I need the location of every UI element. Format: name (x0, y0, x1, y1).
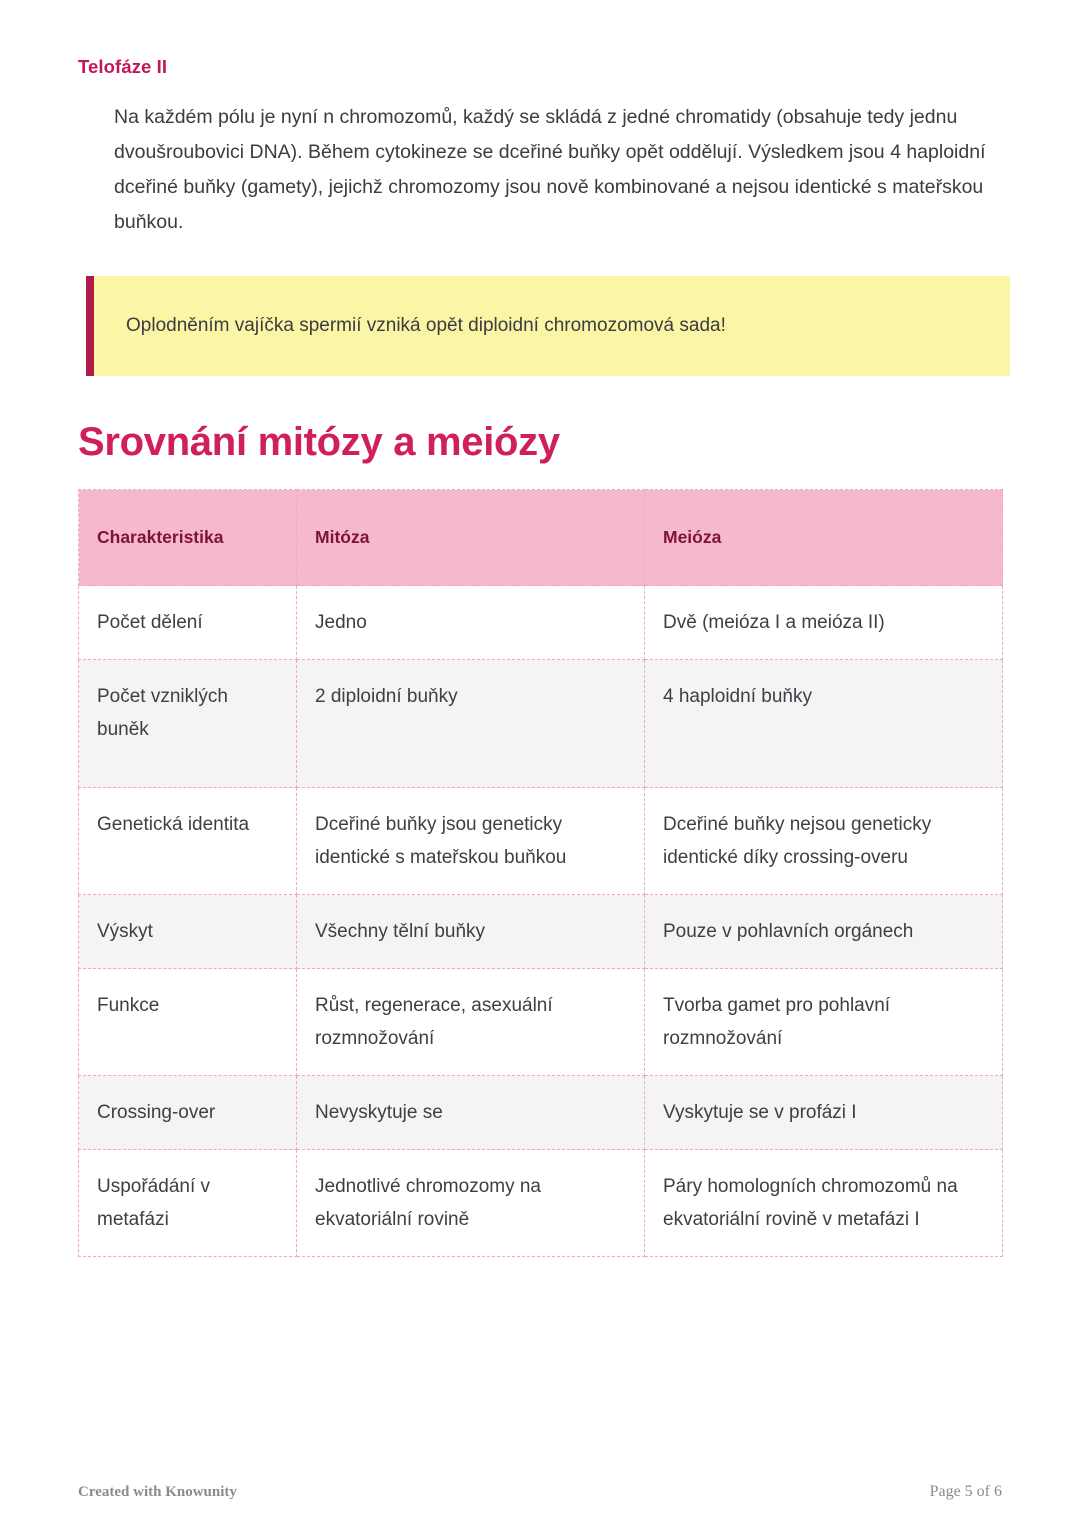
cell-meiosis: Pouze v pohlavních orgánech (645, 895, 1003, 969)
cell-mitosis: Všechny tělní buňky (297, 895, 645, 969)
cell-characteristic: Počet dělení (79, 586, 297, 660)
table-header-row (79, 490, 1003, 586)
cell-mitosis: 2 diploidní buňky (297, 660, 645, 788)
callout-text: Oplodněním vajíčka spermií vzniká opět diploidní chromozomová sada! (126, 315, 726, 336)
cell-characteristic: Genetická identita (79, 788, 297, 895)
footer-attribution: Created with Knowunity (78, 1484, 237, 1500)
table-row (79, 660, 1003, 788)
page-footer (78, 1483, 1002, 1501)
cell-meiosis: 4 haploidní buňky (645, 660, 1003, 788)
table-row (79, 586, 1003, 660)
cell-mitosis: Jedno (297, 586, 645, 660)
column-header-characteristic: Charakteristika (79, 490, 297, 586)
comparison-table-wrapper (78, 489, 1002, 1257)
table-row (79, 1150, 1003, 1257)
cell-characteristic: Uspořádání v metafázi (79, 1150, 297, 1257)
cell-meiosis: Dceřiné buňky nejsou geneticky identické díky crossing-overu (645, 788, 1003, 895)
cell-meiosis: Vyskytuje se v profázi I (645, 1076, 1003, 1150)
table-row (79, 1076, 1003, 1150)
cell-characteristic: Funkce (79, 969, 297, 1076)
cell-meiosis: Dvě (meióza I a meióza II) (645, 586, 1003, 660)
cell-characteristic: Počet vzniklých buněk (79, 660, 297, 788)
cell-meiosis: Páry homologních chromozomů na ekvatoriální rovině v metafázi I (645, 1150, 1003, 1257)
cell-mitosis: Růst, regenerace, asexuální rozmnožování (297, 969, 645, 1076)
cell-mitosis: Nevyskytuje se (297, 1076, 645, 1150)
comparison-table (78, 489, 1003, 1257)
cell-mitosis: Dceřiné buňky jsou geneticky identické s mateřskou buňkou (297, 788, 645, 895)
footer-page-number: Page 5 of 6 (929, 1483, 1002, 1500)
table-body (79, 586, 1003, 1257)
section-heading: Telofáze II (78, 56, 168, 77)
page-title: Srovnání mitózy a meiózy (78, 420, 560, 464)
cell-characteristic: Crossing-over (79, 1076, 297, 1150)
table-row (79, 969, 1003, 1076)
column-header-mitosis: Mitóza (297, 490, 645, 586)
table-head (79, 490, 1003, 586)
section-paragraph: Na každém pólu je nyní n chromozomů, každý se skládá z jedné chromatidy (obsahuje tedy jednu dvoušroubovici DNA). Během cytokineze se dceřiné buňky opět oddělují. Výsledkem jsou 4 haploidní dceřiné buňky (gamety), jejichž chromozomy jsou nově kombinované a nejsou identické s mateřskou buňkou. (114, 106, 986, 233)
cell-meiosis: Tvorba gamet pro pohlavní rozmnožování (645, 969, 1003, 1076)
cell-characteristic: Výskyt (79, 895, 297, 969)
table-row (79, 895, 1003, 969)
table-row (79, 788, 1003, 895)
cell-mitosis: Jednotlivé chromozomy na ekvatoriální rovině (297, 1150, 645, 1257)
callout-box (86, 276, 1010, 376)
column-header-meiosis: Meióza (645, 490, 1003, 586)
